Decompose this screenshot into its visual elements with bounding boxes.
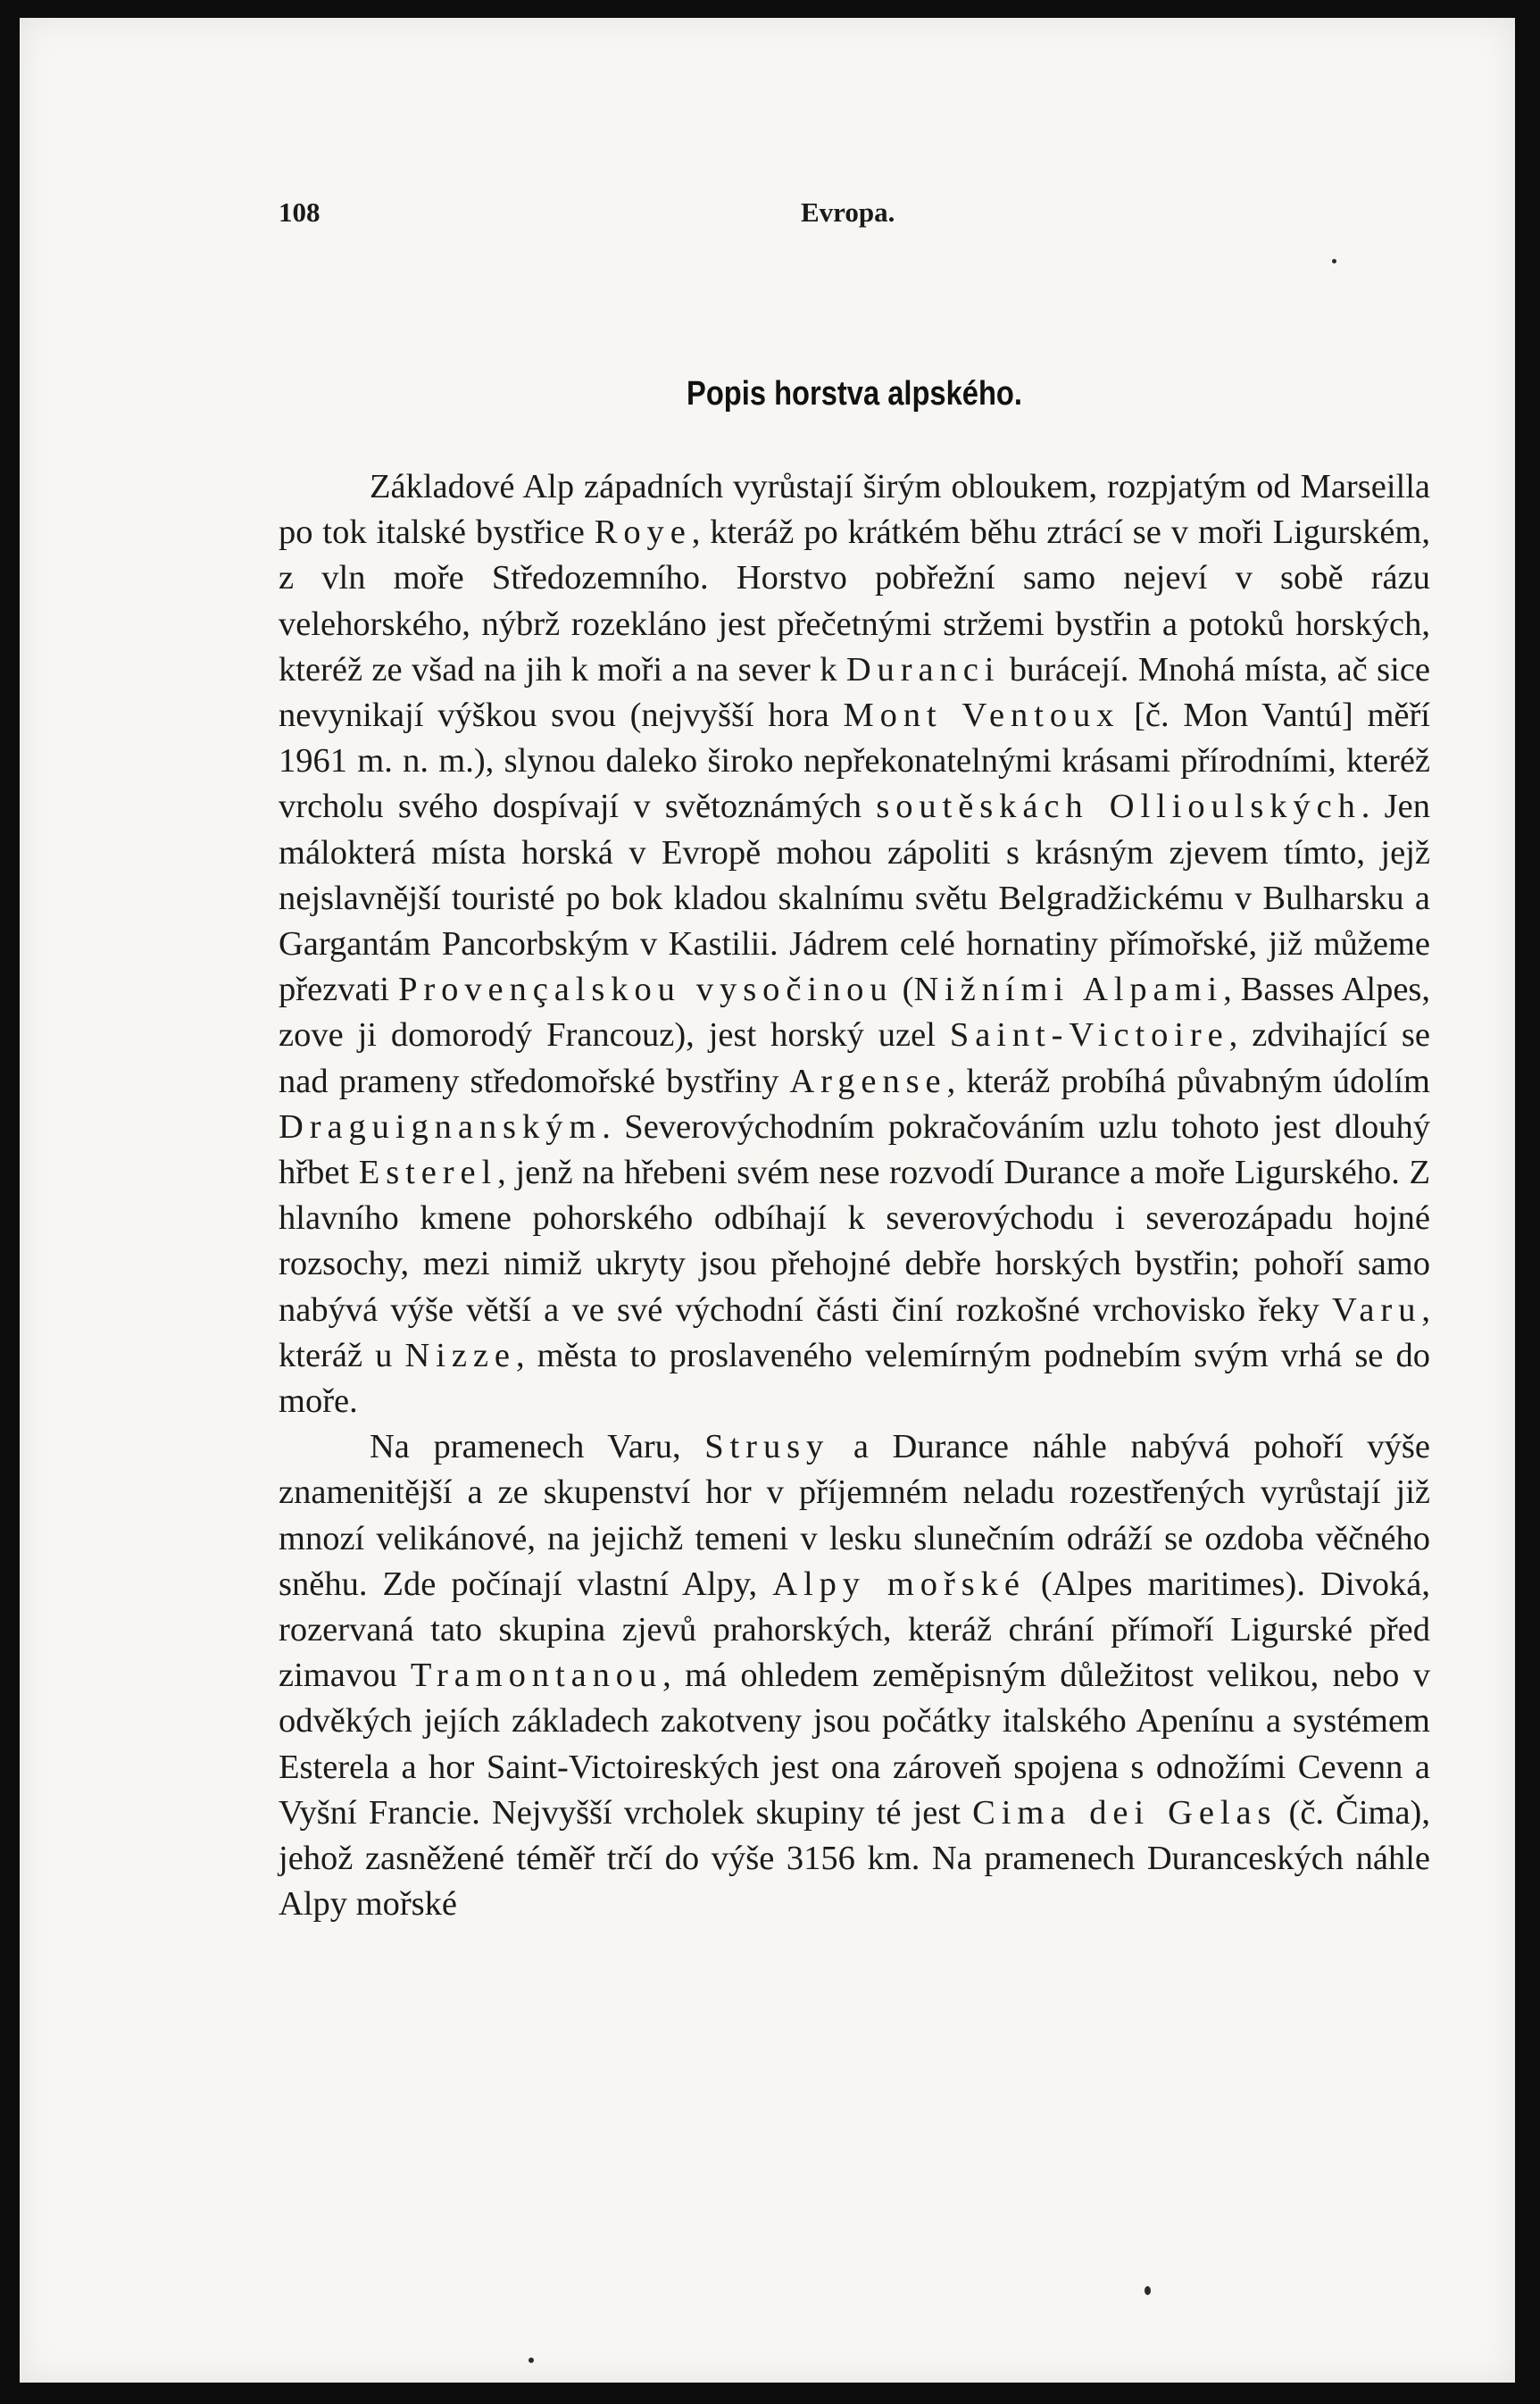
p1-emphasis: Saint-Victoire xyxy=(949,1016,1229,1055)
p1-emphasis: Esterel xyxy=(358,1154,498,1192)
body-text xyxy=(279,464,1430,1928)
p2-text: (č. Čima), jehož zasněžené téměř trčí do výše 3156 km. Na pramenech Duranceských náhle Alpy mořské xyxy=(279,1793,1431,1924)
p2-emphasis: Strusy xyxy=(704,1428,830,1466)
p1-text: , kteráž u xyxy=(279,1290,1430,1374)
ink-speck xyxy=(1332,259,1336,263)
p1-text: [č. Mon Vantú] měří 1961 m. n. m.), slynou daleko široko nepřekonatelnými krásami přírodními, kteréž vrcholu svého dospívají v světoznámých xyxy=(279,697,1431,826)
p1-emphasis: Nižními Alpami xyxy=(913,971,1224,1009)
p1-text: , města to proslaveného velemírným podnebím svým vrhá se do moře. xyxy=(279,1336,1430,1421)
p1-text: , kteráž probíhá půvabným údolím xyxy=(946,1062,1430,1100)
header-title: Evropa. xyxy=(801,196,895,228)
p2-text: a Durance náhle nabývá pohoří výše znamenitější a ze skupenství hor v příjemném neladu rozestřených vyrůstají již mnozí velikánové, na jejichž temeni v lesku slunečním odráží se ozdoba věčného sněhu. Zde počínají vlastní Alpy, xyxy=(279,1428,1430,1603)
p1-emphasis: Nizze xyxy=(404,1336,516,1374)
paragraph-2 xyxy=(279,1424,1430,1927)
p2-emphasis: Cima dei Gelas xyxy=(972,1793,1278,1832)
p1-emphasis: Provençalskou vysočinou xyxy=(398,971,894,1009)
p1-text: , jenž na hřebeni svém nese rozvodí Durance a moře Ligurského. Z hlavního kmene pohorského odbíhají k severovýchodu i severozápadu hojné rozsochy, mezi nimiž ukryty jsou přehojné debře horských bystřin; pohoří samo nabývá výše větší a ve své východní části činí rozkošné vrchovisko řeky xyxy=(279,1154,1430,1329)
p1-emphasis: soutěskách Ollioulských xyxy=(876,788,1361,826)
running-head xyxy=(279,196,1439,232)
p1-emphasis: Varu xyxy=(1331,1290,1422,1329)
p1-emphasis: Argense xyxy=(789,1062,947,1100)
p1-text: , zdvihající se nad prameny středomořské bystřiny xyxy=(279,1016,1431,1100)
p2-text: Na pramenech Varu, xyxy=(370,1428,705,1466)
p1-text: , Basses Alpes, zove ji domorodý Francouz), jest horský uzel xyxy=(279,971,1431,1055)
p2-emphasis: Alpy mořské xyxy=(772,1565,1026,1603)
p1-text: . Severovýchodním pokračováním uzlu tohoto jest dlouhý hřbet xyxy=(279,1107,1430,1192)
p1-text: ( xyxy=(893,971,914,1009)
p1-text: , kteráž po krátkém běhu ztrácí se v moři Ligurském, z vln moře Středozemního. Horstvo pobřežní samo nejeví v sobě rázu velehorského, nýbrž rozekláno jest přečetnými stržemi bystřin a potoků horských, kteréž ze všad na jih k moři a na sever k xyxy=(279,513,1430,689)
ink-speck xyxy=(1145,2286,1151,2295)
p1-emphasis: Draguignanským xyxy=(279,1107,603,1146)
p1-emphasis: Duranci xyxy=(845,650,1001,689)
ink-speck xyxy=(529,2358,534,2363)
p1-text: Základové Alp západních vyrůstají širým obloukem, rozpjatým od Marseilla po tok italské bystřice xyxy=(279,468,1430,552)
page-number: 108 xyxy=(279,196,320,228)
book-page xyxy=(20,18,1515,2383)
p1-text: . Jen málokterá místa horská v Evropě mohou zápoliti s krásným zjevem tímto, jejž nejslavnější touristé po bok kladou skalnímu světu Belgradžickému v Bulharsku a Gargantám Pancorbským v Kastilii. Jádrem celé hornatiny přímořské, již můžeme přezvati xyxy=(279,788,1430,1009)
p2-text: (Alpes maritimes). Divoká, rozervaná tato skupina zjevů prahorských, kteráž chrání přímoří Ligurské před zimavou xyxy=(279,1565,1430,1695)
p1-emphasis: Mont Ventoux xyxy=(843,697,1120,735)
section-title: Popis horstva alpského. xyxy=(687,375,1022,413)
p1-emphasis: Roye xyxy=(594,513,692,552)
p2-text: , má ohledem zeměpisným důležitost velikou, nebo v odvěkých jejích základech zakotveny jsou počátky italského Apenínu a systémem Esterela a hor Saint-Victoireských jest ona zároveň spojena s odnožími Cevenn a Vyšní Francie. Nejvyšší vrcholek skupiny té jest xyxy=(279,1657,1430,1832)
paragraph-1 xyxy=(279,464,1430,1424)
p1-text: burácejí. Mnohá místa, ač sice nevynikají výškou svou (nejvyšší hora xyxy=(279,650,1430,735)
p2-emphasis: Tramontanou xyxy=(410,1657,663,1695)
